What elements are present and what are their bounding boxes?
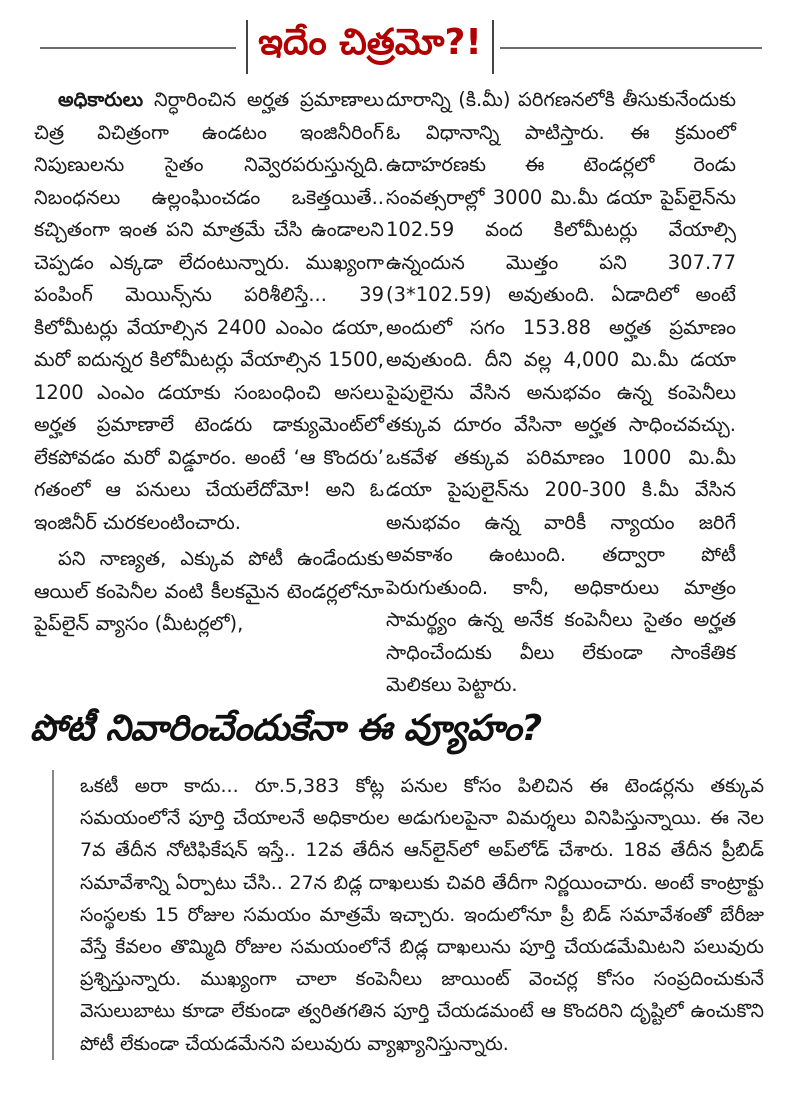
section-title: ఇదేం చిత్రమో?! [246, 20, 494, 74]
section-header [0, 14, 800, 78]
subsection-box [52, 770, 764, 1060]
article-column-left [34, 84, 384, 641]
header-rule-right [500, 47, 762, 49]
header-rule-left [40, 47, 236, 49]
subsection-heading: పోటీ నివారించేందుకేనా ఈ వ్యూహం? [30, 708, 542, 749]
paragraph: పని నాణ్యత, ఎక్కువ పోటీ ఉండేందుకు ఆయిల్ కంపెనీల వంటి కీలకమైన టెండర్లలోనూ పైప్‌లైన్ వ్యాసం (మీటర్లలో), [34, 547, 384, 635]
article-column-right [386, 84, 736, 702]
subsection-body: ఒకటీ అరా కాదు... రూ.5,383 కోట్ల పనుల కోసం పిలిచిన ఈ టెండర్లను తక్కువ సమయంలోనే పూర్తి చేయాలనే అధికారుల అడుగులపైనా విమర్శలు వినిపిస్తున్నాయి. ఈ నెల 7వ తేదీన నోటిఫికేషన్ ఇస్తే.. 12వ తేదీన ఆన్‌లైన్‌లో అప్‌లోడ్ చేశారు. 18వ తేదీన ప్రీబిడ్ సమావేశాన్ని ఏర్పాటు చేసి.. 27న బిడ్ల దాఖలుకు చివరి తేదీగా నిర్ణయించారు. అంటే కాంట్రాక్టు సంస్థలకు 15 రోజుల సమయం మాత్రమే ఇచ్చారు. ఇందులోనూ ప్రీ బిడ్ సమావేశంతో బేరీజు వేస్తే కేవలం తొమ్మిది రోజుల సమయంలోనే బిడ్ల దాఖలును పూర్తి చేయడమేమిటని పలువురు ప్రశ్నిస్తున్నారు. ముఖ్యంగా చాలా కంపెనీలు జాయింట్ వెంచర్ల కోసం సంప్రదించుకునే వెసులుబాటు కూడా లేకుండా త్వరితగతిన పూర్తి చేయడమంటే ఆ కొందరిని దృష్టిలో ఉంచుకొని పోటీ లేకుండా చేయడమేనని పలువురు వ్యాఖ్యానిస్తున్నారు. [80, 775, 764, 1055]
paragraph: దూరాన్ని (కి.మీ) పరిగణనలోకి తీసుకునేందుకు ఓ విధానాన్ని పాటిస్తారు. ఈ క్రమంలో ఉదాహరణకు ఈ టెండర్లలో రెండు సంవత్సరాల్లో 3000 మి.మీ డయా పైప్‌లైన్‌ను 102.59 వంద కిలోమీటర్లు వేయాల్సి ఉన్నందున మొత్తం పని 307.77 (3*102.59) అవుతుంది. ఏడాదిలో అంటే అందులో సగం 153.88 అర్హత ప్రమాణం అవుతుంది. దీని వల్ల 4,000 మి.మీ డయా పైపులైను వేసిన అనుభవం ఉన్న కంపెనీలు తక్కువ దూరం వేసినా అర్హత సాధించవచ్చు. ఒకవేళ తక్కువ పరిమాణం 1000 మి.మీ డయా పైపులైన్‌ను 200-300 కి.మీ వేసిన అనుభవం ఉన్న వారికీ న్యాయం జరిగే అవకాశం ఉంటుంది. తద్వారా పోటీ పెరుగుతుంది. కానీ, అధికారులు మాత్రం సామర్థ్యం ఉన్న అనేక కంపెనీలు సైతం అర్హత సాధించేందుకు వీలు లేకుండా సాంకేతిక మెలికలు పెట్టారు. [386, 88, 736, 696]
paragraph-text: నిర్ధారించిన అర్హత ప్రమాణాలు చిత్ర విచిత్రంగా ఉండటం ఇంజినీరింగ్ నిపుణులను సైతం నివ్వెరపరుస్తున్నది. నిబంధనలు ఉల్లంఘించడం ఒకెత్తయితే.. కచ్చితంగా ఇంత పని మాత్రమే చేసి ఉండాలని చెప్పడం ఎక్కడా లేదంటున్నారు. ముఖ్యంగా పంపింగ్ మెయిన్స్‌ను పరిశీలిస్తే... 39 కిలోమీటర్లు వేయాల్సిన 2400 ఎంఎం డయా, మరో ఐదున్నర కిలోమీటర్లు వేయాల్సిన 1500, 1200 ఎంఎం డయాకు సంబంధించి అసలు అర్హత ప్రమాణాలే టెండరు డాక్యుమెంట్‌లో లేకపోవడం మరో విడ్డూరం. అంటే ‘ఆ కొందరు’ గతంలో ఆ పనులు చేయలేదోమో! అని ఓ ఇంజినీర్ చురకలంటించారు. [34, 88, 384, 534]
lead-word: అధికారులు [58, 88, 144, 111]
paragraph [34, 84, 384, 539]
